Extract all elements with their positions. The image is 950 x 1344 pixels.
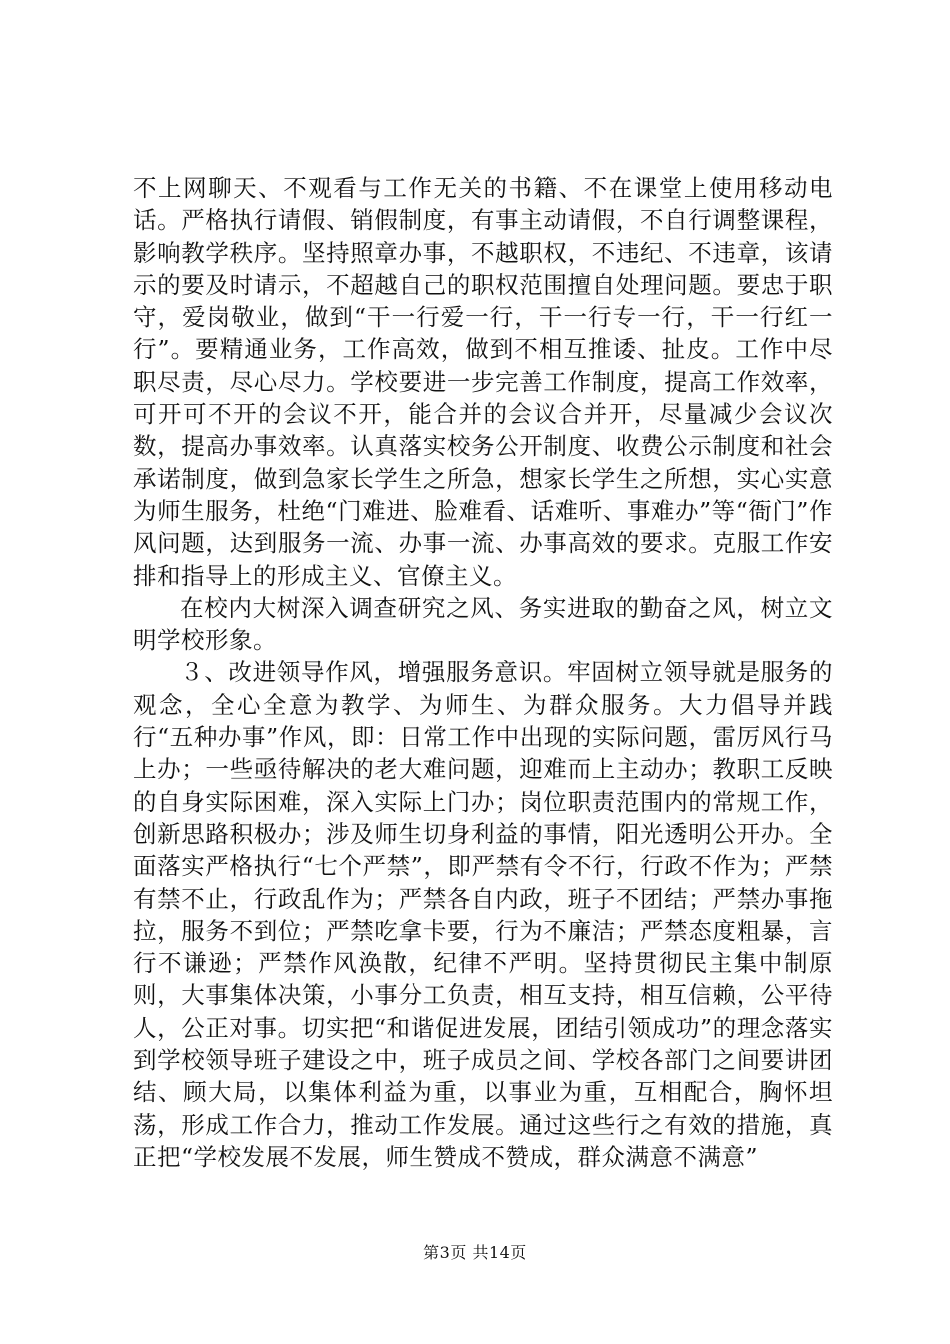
document-body — [133, 172, 833, 1173]
paragraph-continuation: 不上网聊天、不观看与工作无关的书籍、不在课堂上使用移动电话。严格执行请假、销假制度，有事主动请假，不自行调整课程，影响教学秩序。坚持照章办事，不越职权，不违纪、不违章，该请示的要及时请示，不超越自己的职权范围擅自处理问题。要忠于职守，爱岗敬业，做到“干一行爱一行，干一行专一行，干一行红一行”。要精通业务，工作高效，做到不相互推诿、扯皮。工作中尽职尽责，尽心尽力。学校要进一步完善工作制度，提高工作效率，可开可不开的会议不开，能合并的会议合并开，尽量减少会议次数，提高办事效率。认真落实校务公开制度、收费公示制度和社会承诺制度，做到急家长学生之所急，想家长学生之所想，实心实意为师生服务，杜绝“门难进、脸难看、话难听、事难办”等“衙门”作风问题，达到服务一流、办事一流、办事高效的要求。克服工作安排和指导上的形成主义、官僚主义。 — [133, 174, 833, 590]
page-footer: 第3页 共14页 — [423, 1243, 527, 1262]
paragraph-school-style: 在校内大树深入调查研究之风、务实进取的勤奋之风，树立文明学校形象。 — [133, 593, 833, 655]
paragraph-leadership-style: ３、改进领导作风，增强服务意识。牢固树立领导就是服务的观念，全心全意为教学、为师生、为群众服务。大力倡导并践行“五种办事”作风，即：日常工作中出现的实际问题，雷厉风行马上办；一些亟待解决的老大难问题，迎难而上主动办；教职工反映的自身实际困难，深入实际上门办；岗位职责范围内的常规工作，创新思路积极办；涉及师生切身利益的事情，阳光透明公开办。全面落实严格执行“七个严禁”，即严禁有令不行，行政不作为；严禁有禁不止，行政乱作为；严禁各自内政，班子不团结；严禁办事拖拉，服务不到位；严禁吃拿卡要，行为不廉洁；严禁态度粗暴，言行不谦逊；严禁作风涣散，纪律不严明。坚持贯彻民主集中制原则，大事集体决策，小事分工负责，相互支持，相互信赖，公平待人，公正对事。切实把“和谐促进发展，团结引领成功”的理念落实到学校领导班子建设之中，班子成员之间、学校各部门之间要讲团结、顾大局，以集体利益为重，以事业为重，互相配合，胸怀坦荡，形成工作合力，推动工作发展。通过这些行之有效的措施，真正把“学校发展不发展，师生赞成不赞成，群众满意不满意” — [133, 658, 833, 1171]
